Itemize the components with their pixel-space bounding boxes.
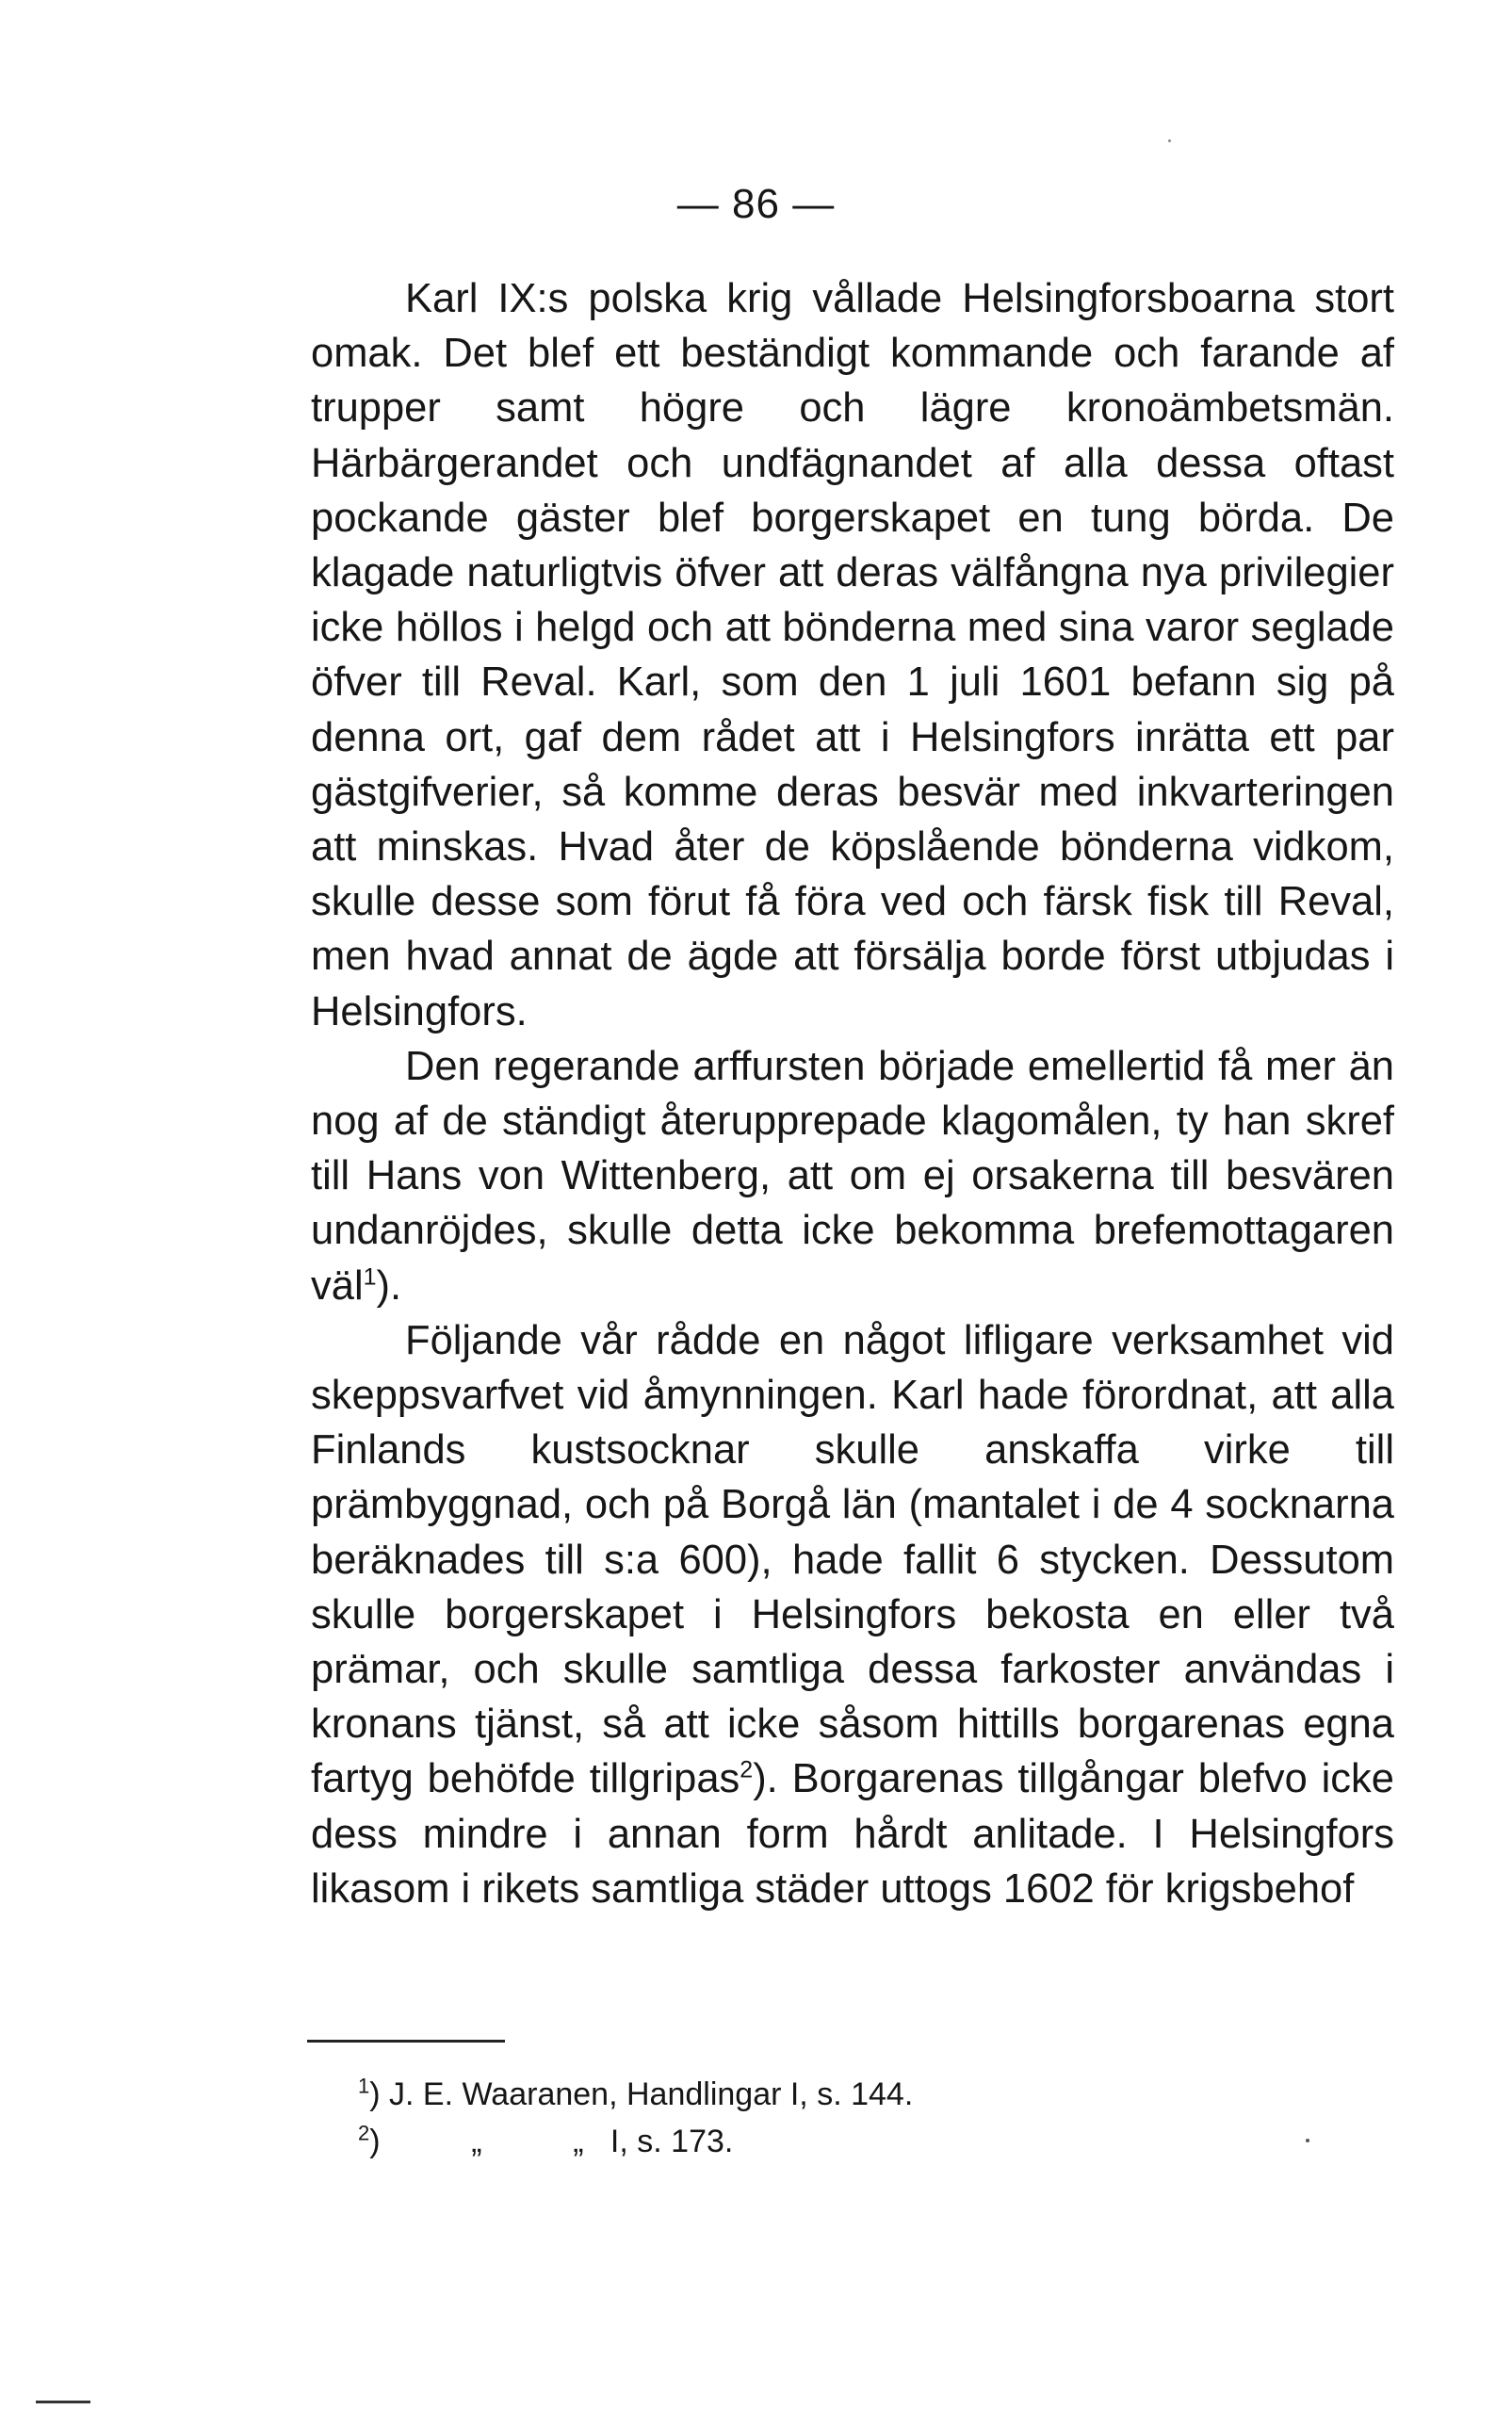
- body-text: [311, 271, 1394, 1916]
- footnote-ref-1-close: ).: [376, 1262, 402, 1309]
- footnote-ref-1: 1: [363, 1263, 377, 1291]
- footnote-2-text: I, s. 173.: [610, 2124, 734, 2159]
- footnotes: [358, 2071, 1206, 2165]
- footnote-2: [358, 2118, 1206, 2165]
- page-number: — 86 —: [676, 181, 836, 227]
- scan-edge-mark: [36, 2401, 90, 2403]
- footnote-divider: [307, 2040, 505, 2043]
- footnote-2-ditto-1: „: [471, 2124, 482, 2159]
- scan-speck: [1306, 2139, 1309, 2142]
- footnote-1-text: ) J. E. Waaranen, Handlingar I, s. 144.: [369, 2076, 914, 2112]
- footnote-ref-2: 2: [740, 1756, 754, 1783]
- footnote-2-mark: 2: [358, 2121, 370, 2145]
- paragraph-3-text: Följande vår rådde en något lifligare verksamhet vid skeppsvarfvet vid åmynningen. Karl hade förordnat, att alla Finlands kustsocknar skulle anskaffa virke till prämbyggnad, och på Borgå län (mantalet i de 4 socknarna beräknades till s:a 600), hade fallit 6 stycken. Dessutom skulle borgerskapet i Helsingfors bekosta en eller två prämar, och skulle samtliga dessa farkoster användas i kronans tjänst, så att icke såsom hittills borgarenas egna fartyg behöfde tillgripas: [311, 1317, 1394, 1802]
- paragraph-3: [311, 1313, 1394, 1916]
- footnote-2-ditto-2: „: [573, 2124, 584, 2159]
- scan-speck: [1168, 139, 1171, 142]
- footnote-2-paren: ): [369, 2124, 381, 2159]
- footnote-1-mark: 1: [358, 2074, 370, 2098]
- footnote-ref-2-close: ).: [753, 1756, 778, 1802]
- footnote-1: [358, 2071, 1206, 2118]
- paragraph-2: [311, 1039, 1394, 1313]
- paragraph-3-continuation: Borgarenas tillgångar blefvo icke dess mindre i annan form hårdt anlitade. I Helsingfors likasom i rikets samtliga städer uttogs 1602 för krigsbehof: [311, 1756, 1394, 1912]
- paragraph-2-text: Den regerande arffursten började emellertid få mer än nog af de ständigt återupprepade klagomålen, ty han skref till Hans von Wittenberg, att om ej orsakerna till besvären undanröjdes, skulle detta icke bekomma brefemottagaren väl: [311, 1043, 1394, 1309]
- paragraph-1: Karl IX:s polska krig vållade Helsingforsboarna stort omak. Det blef ett beständigt kommande och farande af trupper samt högre och lägre kronoämbetsmän. Härbärgerandet och undfägnandet af alla dessa oftast pockande gäster blef borgerskapet en tung börda. De klagade naturligtvis öfver att deras välfångna nya privilegier icke höllos i helgd och att bönderna med sina varor seglade öfver till Reval. Karl, som den 1 juli 1601 befann sig på denna ort, gaf dem rådet att i Helsingfors inrätta ett par gästgifverier, så komme deras besvär med inkvarteringen att minskas. Hvad åter de köpslående bönderna vidkom, skulle desse som förut få föra ved och färsk fisk till Reval, men hvad annat de ägde att försälja borde först utbjudas i Helsingfors.: [311, 276, 1394, 1034]
